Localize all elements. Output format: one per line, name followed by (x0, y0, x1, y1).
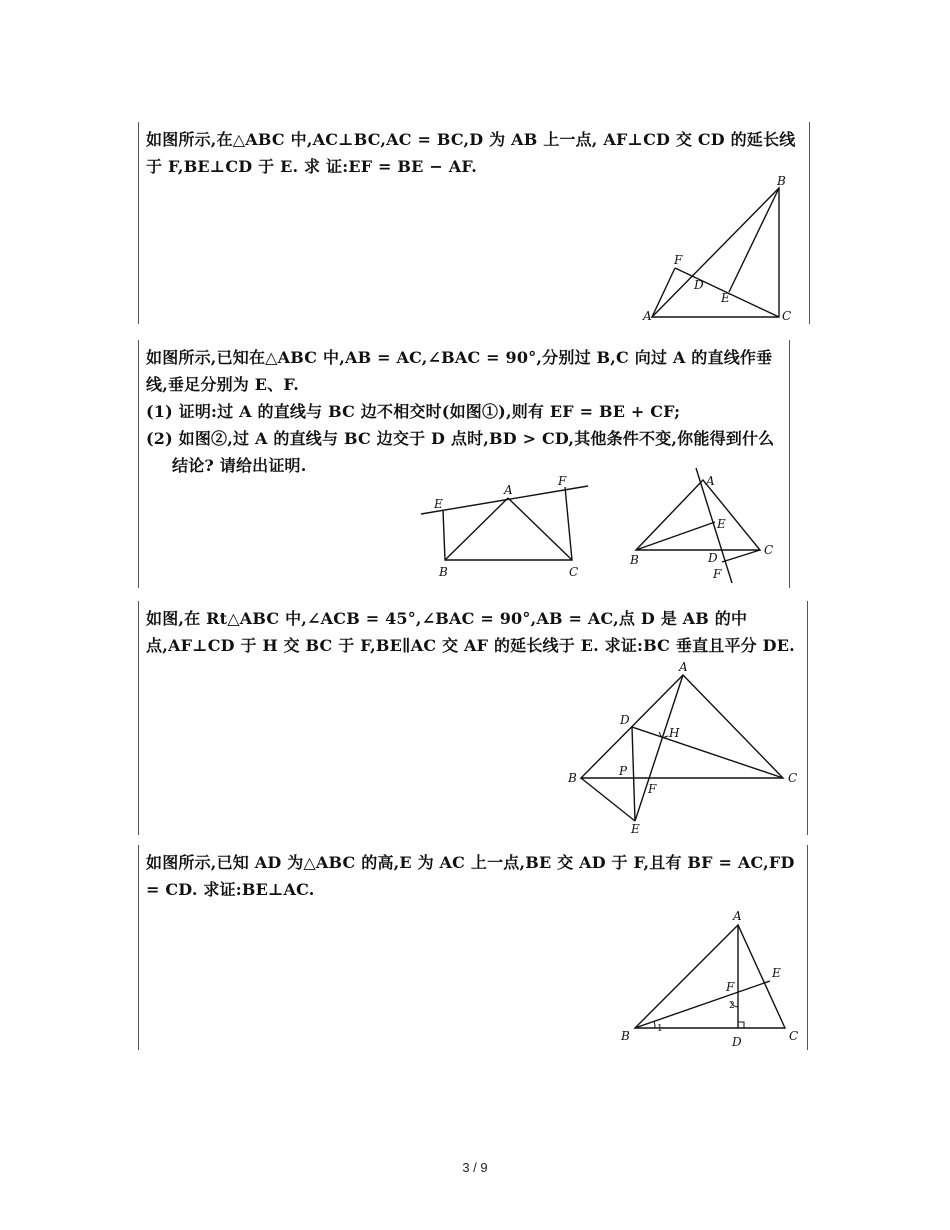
label-f: F (648, 782, 657, 796)
label-b: B (568, 771, 577, 785)
label-c: C (764, 543, 774, 557)
label-c: C (569, 565, 579, 579)
line-cf (722, 550, 760, 562)
problem-1 (138, 122, 810, 324)
triangle-abc (581, 675, 783, 778)
label-f: F (558, 474, 567, 488)
label-p: P (619, 764, 628, 778)
problem-intro: 如图所示,已知在△ABC 中,AB = AC,∠BAC = 90°,分别过 B,C 向过 A 的直线作垂线,垂足分别为 E、F. (146, 348, 773, 394)
label-a: A (504, 483, 513, 497)
problem-item-1: (1) 证明:过 A 的直线与 BC 边不相交时(如图①),则有 EF = BE + CF; (146, 402, 681, 421)
problem-2 (138, 340, 790, 588)
figure-2-2 (138, 340, 790, 588)
label-c: C (782, 309, 792, 323)
label-a: A (679, 660, 688, 674)
label-a: A (643, 309, 652, 323)
label-b: B (630, 553, 639, 567)
label-e: E (772, 966, 781, 980)
line-de (632, 727, 635, 821)
label-c: C (789, 1029, 799, 1043)
label-h: H (669, 726, 680, 740)
line-af (652, 268, 675, 317)
label-d: D (732, 1035, 742, 1049)
line-dc (632, 727, 783, 778)
problem-item-2-cont: 结论? 请给出证明. (172, 456, 307, 475)
label-a: A (706, 474, 715, 488)
line-be (581, 778, 635, 821)
label-e: E (721, 291, 730, 305)
label-e: E (434, 497, 443, 511)
label-e: E (717, 517, 726, 531)
line-be (729, 188, 779, 292)
page-number: 3 / 9 (462, 1160, 488, 1175)
figure-1 (138, 122, 810, 324)
label-angle-2: 2 (729, 1001, 735, 1011)
label-d: D (708, 551, 718, 565)
label-e: E (631, 822, 640, 836)
problem-text: 如图所示,在△ABC 中,AC⊥BC,AC = BC,D 为 AB 上一点, AF⊥CD 交 CD 的延长线于 F,BE⊥CD 于 E. 求 证:EF = BE − AF. (146, 130, 796, 176)
figure-4 (138, 845, 808, 1050)
line-be (635, 981, 770, 1028)
line-be (636, 522, 715, 550)
label-b: B (777, 174, 786, 188)
right-angle-d (738, 1022, 744, 1028)
label-angle-1: 1 (657, 1024, 663, 1034)
figure-3 (138, 601, 808, 835)
angle-1-arc (654, 1021, 655, 1028)
line-ae (635, 675, 683, 821)
label-f: F (713, 567, 722, 581)
label-d: D (694, 278, 704, 292)
label-b: B (621, 1029, 630, 1043)
label-c: C (788, 771, 798, 785)
problem-3 (138, 601, 808, 835)
label-f: F (726, 980, 735, 994)
problem-item-2: (2) 如图②,过 A 的直线与 BC 边交于 D 点时,BD > CD,其他条件不变,你能得到什么 (146, 429, 775, 448)
triangle-abc (652, 188, 779, 317)
problem-text: 如图所示,已知 AD 为△ABC 的高,E 为 AC 上一点,BE 交 AD 于 F,且有 BF = AC,FD = CD. 求证:BE⊥AC. (146, 853, 795, 899)
label-b: B (439, 565, 448, 579)
triangle-abc (635, 925, 785, 1028)
label-f: F (674, 253, 683, 267)
triangle-abc (636, 480, 760, 550)
problem-4 (138, 845, 808, 1050)
problem-text: 如图,在 Rt△ABC 中,∠ACB = 45°,∠BAC = 90°,AB = AC,点 D 是 AB 的中点,AF⊥CD 于 H 交 BC 于 F,BE∥AC 交 AF 的延长线于 E. 求证:BC 垂直且平分 DE. (146, 609, 795, 655)
label-d: D (620, 713, 630, 727)
label-a: A (733, 909, 742, 923)
